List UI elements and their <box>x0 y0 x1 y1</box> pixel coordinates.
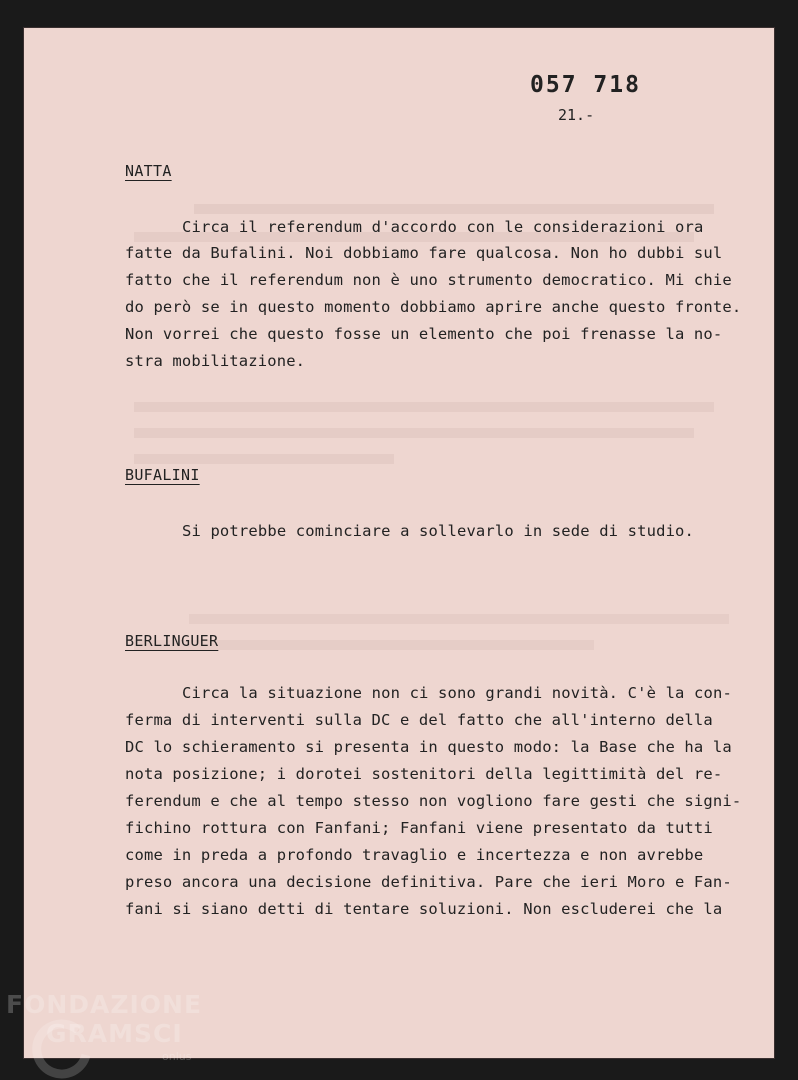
text-line: DC lo schieramento si presenta in questo modo: la Base che ha la <box>125 738 732 756</box>
text-line: ferendum e che al tempo stesso non vogliono fare gesti che signi- <box>125 792 742 810</box>
text-line: Circa la situazione non ci sono grandi novità. C'è la con- <box>182 684 732 702</box>
text-line: fatto che il referendum non è uno strumento democratico. Mi chie <box>125 271 732 289</box>
text-line: fichino rottura con Fanfani; Fanfani viene presentato da tutti <box>125 819 713 837</box>
page-number: 21.- <box>558 106 595 124</box>
bleed-through <box>134 414 694 438</box>
text-line: nota posizione; i dorotei sostenitori della legittimità del re- <box>125 765 723 783</box>
watermark-line1: FONDAZIONE <box>6 990 203 1019</box>
watermark-line2: GRAMSCI <box>46 1019 183 1048</box>
text-line: Si potrebbe cominciare a sollevarlo in sede di studio. <box>182 522 695 540</box>
text-line: Circa il referendum d'accordo con le considerazioni ora <box>182 218 704 236</box>
archive-stamp-number: 057 718 <box>530 72 641 98</box>
bleed-through <box>134 440 394 464</box>
watermark-line3: onlus <box>162 1050 192 1063</box>
document-page <box>24 28 774 1058</box>
bleed-through <box>194 190 714 214</box>
text-line: do però se in questo momento dobbiamo aprire anche questo fronte. <box>125 298 742 316</box>
text-line: come in preda a profondo travaglio e incertezza e non avrebbe <box>125 846 704 864</box>
speaker-heading: BERLINGUER <box>125 632 219 650</box>
text-line: stra mobilitazione. <box>125 352 306 370</box>
bleed-through <box>189 600 729 624</box>
text-line: fatte da Bufalini. Noi dobbiamo fare qualcosa. Non ho dubbi sul <box>125 244 723 262</box>
text-line: fani si siano detti di tentare soluzioni. Non escluderei che la <box>125 900 723 918</box>
text-line: Non vorrei che questo fosse un elemento che poi frenasse la no- <box>125 325 723 343</box>
watermark-logo <box>6 992 202 1046</box>
text-line: ferma di interventi sulla DC e del fatto che all'interno della <box>125 711 713 729</box>
speaker-heading: BUFALINI <box>125 466 200 484</box>
speaker-heading: NATTA <box>125 162 172 180</box>
text-line: preso ancora una decisione definitiva. Pare che ieri Moro e Fan- <box>125 873 732 891</box>
bleed-through <box>134 388 714 412</box>
